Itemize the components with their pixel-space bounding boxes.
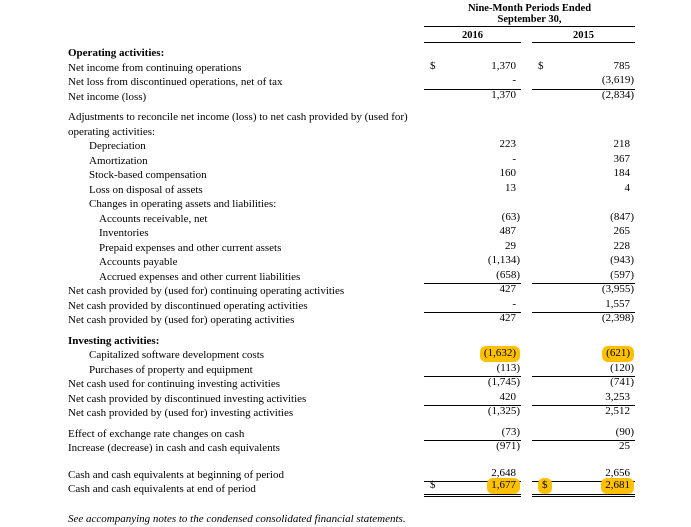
value-2015: (741) [610, 376, 634, 388]
table-row [68, 197, 691, 212]
value-2016: 13 [505, 181, 516, 194]
value-cell-2016 [424, 406, 521, 421]
value-2016: 223 [499, 138, 516, 150]
value-2015: 2,681 [601, 478, 634, 494]
value-2016: (658) [496, 268, 520, 281]
row-label: Accounts payable [99, 256, 178, 268]
table-row [68, 270, 691, 285]
row-label: Net cash provided by (used for) operating activities [68, 314, 295, 326]
table-header [68, 3, 691, 27]
table-row [68, 168, 691, 183]
row-label: Net loss from discontinued operations, net of tax [68, 76, 283, 88]
value-2016: 29 [505, 239, 516, 252]
table-row [68, 255, 691, 270]
table-row [68, 75, 691, 90]
table-row [68, 363, 691, 378]
value-2016: (1,325) [487, 405, 520, 417]
value-2015: (621) [602, 346, 634, 362]
table-row [68, 183, 691, 198]
row-label: Purchases of property and equipment [89, 363, 253, 376]
row-label: Changes in operating assets and liabilities: [89, 198, 277, 210]
value-2016: (63) [501, 210, 520, 223]
row-label: Capitalized software development costs [89, 349, 265, 361]
table-row [68, 427, 691, 442]
row-label: Net cash provided by (used for) continuing operating activities [68, 285, 345, 297]
table-row [68, 479, 691, 497]
value-2016: (1,134) [487, 254, 520, 266]
period-title: Nine-Month Periods Ended [467, 3, 592, 14]
value-2016: 420 [499, 390, 516, 403]
column-header-2016: 2016 [424, 29, 521, 43]
value-2015: 228 [613, 239, 630, 252]
period-subtitle: September 30, [497, 14, 562, 25]
value-2016: 487 [499, 225, 516, 237]
value-2016: - [512, 297, 516, 310]
value-cell-2015 [532, 441, 635, 456]
spacer-row [68, 456, 691, 468]
value-cell-2015 [532, 168, 635, 183]
row-label: Net cash provided by (used for) investing activities [68, 407, 294, 419]
dollar-sign-2015: $ [538, 478, 552, 494]
value-cell-2016 [424, 284, 521, 299]
row-label: Net cash used for continuing investing activities [68, 378, 281, 390]
column-header-2015: 2015 [532, 29, 635, 43]
column-headers [68, 29, 691, 43]
value-2015: 184 [613, 167, 630, 179]
value-cell-2015 [532, 313, 635, 328]
table-row [68, 90, 691, 105]
table-row [68, 334, 691, 349]
row-label: Accrued expenses and other current liabilities [99, 270, 301, 283]
value-2015: (2,398) [601, 312, 634, 324]
value-cell-2015 [532, 479, 635, 497]
value-cell-2016 [424, 110, 521, 125]
table-row [68, 468, 691, 483]
row-label: Cash and cash equivalents at end of period [68, 483, 256, 495]
value-2016: (73) [501, 425, 520, 438]
column-gap [521, 29, 532, 43]
table-row [68, 226, 691, 241]
value-2016: 1,677 [487, 478, 520, 494]
value-2016: - [512, 152, 516, 165]
value-2016: 2,648 [491, 466, 516, 479]
value-2015: 218 [613, 138, 630, 150]
row-label: Net income from continuing operations [68, 61, 242, 74]
table-row [68, 348, 691, 363]
row-label: Adjustments to reconcile net income (loss) to net cash provided by (used for) operating activities: [68, 111, 408, 138]
value-2015: (120) [610, 361, 634, 374]
value-2015: (943) [610, 254, 634, 266]
row-label: Increase (decrease) in cash and cash equivalents [68, 442, 280, 454]
value-2015: 785 [613, 59, 630, 72]
table-row [68, 313, 691, 328]
row-label: Accounts receivable, net [99, 212, 208, 225]
value-cell-2016 [424, 441, 521, 456]
dollar-sign-2016: $ [430, 59, 436, 72]
table-row [68, 61, 691, 76]
value-2016: (1,632) [480, 346, 520, 362]
row-label: Investing activities: [68, 334, 160, 347]
row-label: Operating activities: [68, 47, 165, 59]
value-cell-2016 [424, 313, 521, 328]
row-label: Net income (loss) [68, 90, 147, 103]
value-2015: 3,253 [605, 390, 630, 403]
row-label: Stock-based compensation [89, 169, 207, 181]
row-label: Net cash provided by discontinued investing activities [68, 392, 307, 405]
value-2015: 2,656 [605, 466, 630, 479]
value-2015: 367 [613, 152, 630, 165]
table-row [68, 441, 691, 456]
value-2016: (113) [496, 361, 520, 374]
value-cell-2015 [532, 406, 635, 421]
table-row [68, 46, 691, 61]
table-row [68, 299, 691, 314]
table-row [68, 139, 691, 154]
value-2015: (847) [610, 210, 634, 223]
value-cell-2016 [424, 61, 521, 76]
value-2015: 25 [619, 440, 630, 452]
table-row [68, 284, 691, 299]
value-2016: (971) [496, 440, 520, 452]
row-label: Amortization [89, 154, 148, 167]
footnote: See accompanying notes to the condensed consolidated financial statements. [68, 512, 406, 525]
value-cell-2015 [532, 90, 635, 105]
value-2015: 265 [613, 225, 630, 237]
row-label: Prepaid expenses and other current assets [99, 241, 282, 254]
table-row [68, 377, 691, 392]
table-row [68, 154, 691, 169]
table-body [68, 46, 691, 497]
table-row [68, 406, 691, 421]
value-cell-2015 [532, 183, 635, 198]
value-cell-2016 [424, 90, 521, 105]
header-label-spacer [68, 29, 424, 43]
value-2016: 427 [499, 312, 516, 324]
value-2015: 1,557 [605, 297, 630, 310]
dollar-sign-2016: $ [430, 479, 436, 491]
table-row [68, 212, 691, 227]
header-label-spacer [68, 3, 424, 27]
table-row [68, 241, 691, 256]
value-2016: 427 [499, 283, 516, 295]
row-label: Depreciation [89, 140, 146, 152]
value-2016: 1,370 [491, 59, 516, 72]
value-2015: (2,834) [601, 88, 634, 101]
table-row [68, 392, 691, 407]
value-2016: 160 [499, 167, 516, 179]
table-row [68, 110, 691, 139]
value-2015: (3,955) [601, 283, 634, 295]
value-2015: (90) [615, 425, 634, 438]
value-cell-2016 [424, 479, 521, 497]
row-label: Net cash provided by discontinued operating activities [68, 299, 308, 312]
value-2016: - [512, 74, 516, 86]
row-label: Inventories [99, 227, 149, 239]
value-2015: 4 [624, 181, 630, 194]
value-cell-2016 [424, 139, 521, 154]
value-cell-2015 [532, 110, 635, 125]
value-2016: 1,370 [491, 88, 516, 101]
row-label: Loss on disposal of assets [89, 183, 203, 196]
value-cell-2016 [424, 183, 521, 198]
row-label: Cash and cash equivalents at beginning of period [68, 468, 284, 481]
value-2015: 2,512 [605, 405, 630, 417]
value-2015: (3,619) [601, 74, 634, 86]
period-header [424, 3, 635, 27]
value-2015: (597) [610, 268, 634, 281]
row-label: Effect of exchange rate changes on cash [68, 427, 245, 440]
dollar-sign-2015: $ [538, 59, 544, 72]
value-2016: (1,745) [487, 376, 520, 388]
